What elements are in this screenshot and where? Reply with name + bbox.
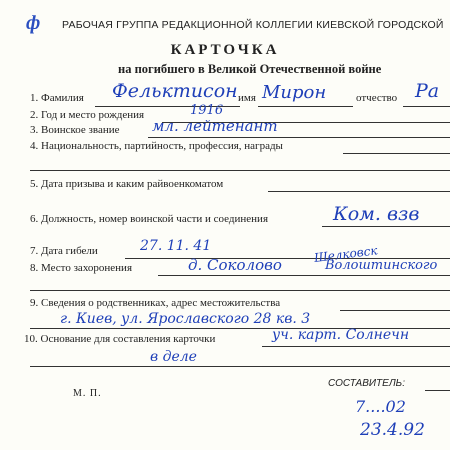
rank-handwritten: мл. лейтенант xyxy=(152,117,278,135)
field-4-label: 4. Национальность, партийность, профессия, награды xyxy=(30,140,283,152)
basis-2-handwritten: в деле xyxy=(150,349,197,365)
burial-line xyxy=(158,275,450,276)
organization-header: РАБОЧАЯ ГРУППА РЕДАКЦИОННОЙ КОЛЛЕГИИ КИЕВСКОЙ ГОРОДСКОЙ xyxy=(62,19,444,31)
relatives-handwritten: г. Киев, ул. Ярославского 28 кв. 3 xyxy=(60,311,311,327)
death-date-handwritten: 27. 11. 41 xyxy=(140,238,212,254)
field-7-label: 7. Дата гибели xyxy=(30,245,98,257)
position-line xyxy=(322,226,450,227)
field-3-label: 3. Воинское звание xyxy=(30,124,120,136)
basis-handwritten: уч. карт. Солнечн xyxy=(272,327,410,343)
field-9-label: 9. Сведения о родственниках, адрес местожительства xyxy=(30,297,281,309)
field-6-label: 6. Должность, номер воинской части и соединения xyxy=(30,213,268,225)
relatives-line-a xyxy=(340,310,450,311)
field-10-label: 10. Основание для составления карточки xyxy=(24,333,216,345)
birth-handwritten: 1916 xyxy=(190,103,224,118)
compiled-date-2: 23.4.92 xyxy=(360,420,425,440)
burial-extra-handwritten: Шелковск xyxy=(313,243,379,265)
stamp-place-label: М. П. xyxy=(73,388,102,399)
burial-line-b xyxy=(30,290,450,291)
surname-handwritten: Фельктисон xyxy=(112,80,238,102)
card-title: КАРТОЧКА xyxy=(170,42,280,58)
compiler-label: СОСТАВИТЕЛЬ: xyxy=(328,378,405,389)
corner-logo-mark: ф xyxy=(26,12,41,34)
field-1-patronymic-label: отчество xyxy=(356,92,398,104)
rank-line xyxy=(148,137,450,138)
field-5-label: 5. Дата призыва и каким райвоенкоматом xyxy=(30,178,224,190)
burial-handwritten: д. Соколово xyxy=(188,256,282,274)
field-2-label: 2. Год и место рождения xyxy=(30,109,145,121)
compiled-date-1: 7....02 xyxy=(355,397,406,416)
conscription-line xyxy=(268,191,450,192)
nationality-line-a xyxy=(343,153,450,154)
patronymic-handwritten: Ра xyxy=(415,80,440,102)
name-handwritten: Мирон xyxy=(262,82,327,103)
patronymic-line xyxy=(403,106,450,107)
card-subtitle: на погибшего в Великой Отечественной войне xyxy=(118,62,382,76)
name-line xyxy=(258,106,353,107)
compiler-line xyxy=(425,390,450,391)
position-handwritten: Ком. взв xyxy=(333,203,420,225)
basis-line-b xyxy=(30,366,450,367)
field-1-name-label: имя xyxy=(238,92,256,104)
field-1-label: 1. Фамилия xyxy=(30,92,84,104)
burial-extra2-handwritten: Волоштинского xyxy=(325,258,438,273)
field-8-label: 8. Место захоронения xyxy=(30,262,132,274)
nationality-line-b xyxy=(30,170,450,171)
basis-line-a xyxy=(262,346,450,347)
